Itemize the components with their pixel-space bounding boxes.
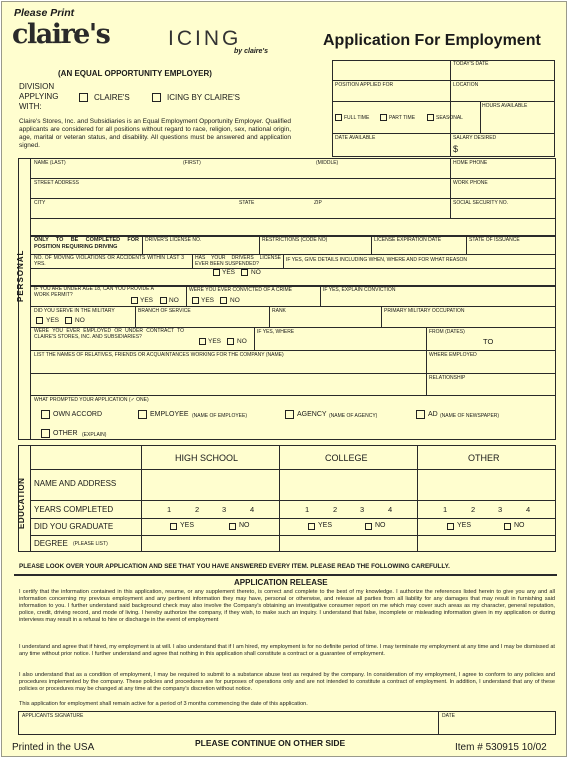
claires-division-checkbox[interactable]: [79, 93, 88, 102]
to-label: TO: [483, 337, 494, 346]
street-address-field[interactable]: [32, 187, 448, 197]
degree-note: (PLEASE LIST): [73, 541, 108, 547]
employment-dates-field[interactable]: [429, 336, 554, 349]
home-phone-field[interactable]: [452, 167, 552, 177]
convicted-yes-label: YES: [201, 297, 215, 304]
restrictions-field[interactable]: [261, 244, 369, 253]
icing-division-checkbox[interactable]: [152, 93, 161, 102]
signature-date-field[interactable]: [440, 719, 554, 733]
state-label: STATE: [239, 200, 255, 206]
other-year-2[interactable]: 2: [471, 505, 476, 514]
explain-conviction-field[interactable]: [322, 293, 554, 305]
if-yes-where-field[interactable]: [256, 336, 424, 349]
hs-year-4[interactable]: 4: [250, 505, 255, 514]
work-phone-label: WORK PHONE: [453, 180, 488, 186]
state-of-issuance-field[interactable]: [468, 244, 554, 253]
high-school-name-field[interactable]: [143, 471, 277, 499]
name-address-label: NAME AND ADDRESS: [34, 479, 117, 488]
personal-section-label: PERSONAL: [16, 249, 25, 302]
icing-by-claires: by claire's: [234, 48, 268, 55]
work-permit-no-label: NO: [169, 297, 179, 304]
other-checkbox[interactable]: [41, 429, 50, 438]
suspended-details-field[interactable]: [285, 264, 554, 278]
claires-logo: claire's: [12, 19, 110, 50]
name-field[interactable]: [32, 167, 448, 177]
ever-employed-label: WERE YOU EVER EMPLOYED OR UNDER CONTRACT TO CLAIRE'S STORES, INC. AND SUBSIDIARIES?: [34, 328, 184, 340]
suspended-yes-checkbox[interactable]: [213, 269, 220, 276]
division-label: DIVISION: [19, 82, 55, 91]
employee-checkbox[interactable]: [138, 410, 147, 419]
position-applied-label: POSITION APPLIED FOR: [335, 82, 394, 88]
home-phone-label: HOME PHONE: [453, 160, 488, 166]
did-graduate-label: DID YOU GRADUATE: [34, 522, 114, 531]
other-graduate-yes-checkbox[interactable]: [447, 523, 454, 530]
location-field[interactable]: [452, 88, 552, 100]
prompted-label: WHAT PROMPTED YOUR APPLICATION (✓ ONE): [34, 397, 149, 403]
look-over-notice: PLEASE LOOK OVER YOUR APPLICATION AND SEE THAT YOU HAVE ANSWERED EVERY ITEM. PLEASE READ THE FOLLOWING CAREFULLY.: [19, 563, 450, 570]
equal-opportunity-label: (AN EQUAL OPPORTUNITY EMPLOYER): [58, 69, 212, 78]
zip-label: ZIP: [314, 200, 322, 206]
work-phone-field[interactable]: [452, 187, 552, 197]
ad-note: (NAME OF NEWSPAPER): [440, 413, 500, 419]
college-graduate-yes-checkbox[interactable]: [308, 523, 315, 530]
college-header: COLLEGE: [325, 453, 368, 463]
relatives-label: LIST THE NAMES OF RELATIVES, FRIENDS OR ACQUAINTANCES WORKING FOR THE COMPANY (NAME): [34, 352, 284, 358]
driving-only-label: ONLY TO BE COMPLETED FOR POSITION REQUIRING DRIVING: [34, 237, 139, 250]
part-time-checkbox[interactable]: [380, 114, 387, 121]
where-employed-field[interactable]: [428, 359, 554, 372]
college-graduate-yes-label: YES: [318, 522, 333, 529]
hs-graduate-no-checkbox[interactable]: [229, 523, 236, 530]
name-first-label: (FIRST): [183, 160, 201, 166]
primary-occupation-label: PRIMARY MILITARY OCCUPATION: [384, 308, 465, 314]
release-paragraph-1: I certify that the information contained in this application, resume, or any supplement thereto, is correct and complete to the best of my knowledge. I authorize the references listed herein to give you any and all information concerning my previous employment and any pertinent information they may have, personal or otherwise, and release all parties from all liability for any damages that may result in furnishing said information to you. I further understand said background check may also involve the Company's obtaining an investigative consumer report on me which may cover such areas as my character, general reputation, police, credit, driving record, and mode of living. I hereby authorize the company, if they wish, to make such an inquiry. I understand that false, incomplete or misleading information given in my application or during interviews may result in a refusal to hire or discharge in the event of employment: [19, 589, 555, 623]
under-18-label: IF YOU ARE UNDER AGE 18, CAN YOU PROVIDE A WORK PERMIT?: [34, 286, 154, 298]
name-middle-label: (MIDDLE): [316, 160, 339, 166]
please-print-label: Please Print: [14, 7, 75, 19]
college-graduate-no-label: NO: [375, 522, 386, 529]
hs-year-3[interactable]: 3: [222, 505, 227, 514]
street-address-label: STREET ADDRESS: [34, 180, 79, 186]
employee-note: (NAME OF EMPLOYEE): [192, 413, 248, 419]
work-permit-yes-checkbox[interactable]: [131, 297, 138, 304]
hs-degree-field[interactable]: [143, 537, 277, 550]
rank-label: RANK: [272, 308, 286, 314]
college-name-field[interactable]: [281, 471, 415, 499]
todays-date-field[interactable]: [452, 68, 552, 79]
release-paragraph-3: I also understand that as a condition of employment, I may be required to submit to a substance abuse test as required by the company. In consideration of my employment, I agree to conform to any policies and procedures implemented by the company. These policies and procedures are for purposes of operations only and are not intended to constitute a contract of employment. In addition, I understand that any of these policies or procedures may be changed at any time at the company's discretion without notice.: [19, 672, 555, 692]
military-no-checkbox[interactable]: [65, 317, 72, 324]
agency-checkbox[interactable]: [285, 410, 294, 419]
signature-label: APPLICANTS SIGNATURE: [22, 713, 84, 719]
if-yes-where-label: IF YES, WHERE: [257, 329, 295, 335]
rank-field[interactable]: [271, 315, 379, 326]
signature-date-label: DATE: [442, 713, 455, 719]
relationship-label: RELATIONSHIP: [429, 375, 466, 381]
license-expiration-label: LICENSE EXPIRATION DATE: [374, 237, 442, 243]
release-title: APPLICATION RELEASE: [234, 578, 328, 587]
primary-occupation-field[interactable]: [383, 315, 554, 326]
convicted-no-label: NO: [230, 297, 240, 304]
hs-year-2[interactable]: 2: [195, 505, 200, 514]
other-year-1[interactable]: 1: [443, 505, 448, 514]
branch-field[interactable]: [137, 315, 267, 326]
education-section-label: EDUCATION: [17, 477, 26, 529]
drivers-license-label: DRIVER'S LICENSE NO.: [145, 237, 202, 243]
dollar-sign: $: [453, 144, 459, 154]
other-degree-field[interactable]: [419, 537, 554, 550]
ever-employed-yes-label: YES: [208, 338, 222, 345]
hours-available-field[interactable]: [482, 110, 552, 131]
own-accord-label: OWN ACCORD: [53, 411, 102, 418]
hours-available-label: HOURS AVAILABLE: [482, 103, 528, 109]
other-graduate-yes-label: YES: [457, 522, 472, 529]
applying-label: APPLYING: [19, 92, 59, 101]
application-form: [1, 1, 567, 757]
ssn-field[interactable]: [452, 207, 552, 217]
suspended-details-label: IF YES, GIVE DETAILS INCLUDING WHEN, WHERE AND FOR WHAT REASON: [286, 257, 468, 263]
ever-employed-no-label: NO: [237, 338, 247, 345]
with-label: WITH:: [19, 102, 42, 111]
location-label: LOCATION: [453, 82, 479, 88]
college-year-1[interactable]: 1: [305, 505, 310, 514]
agency-label: AGENCY: [297, 411, 327, 418]
restrictions-label: RESTRICTIONS (CODE NO): [262, 237, 328, 243]
where-employed-label: WHERE EMPLOYED: [429, 352, 477, 358]
other-school-name-field[interactable]: [419, 471, 554, 499]
suspended-yes-label: YES: [222, 269, 236, 276]
todays-date-label: TODAY'S DATE: [453, 61, 489, 67]
seasonal-checkbox[interactable]: [427, 114, 434, 121]
ever-employed-yes-checkbox[interactable]: [199, 338, 206, 345]
full-time-checkbox[interactable]: [335, 114, 342, 121]
icing-logo: ICING: [168, 27, 242, 50]
other-graduate-no-checkbox[interactable]: [504, 523, 511, 530]
full-time-label: FULL TIME: [344, 115, 370, 121]
suspended-label: HAS YOUR DRIVERS LICENSE EVER BEEN SUSPENDED?: [195, 255, 281, 267]
state-of-issuance-label: STATE OF ISSUANCE: [469, 237, 520, 243]
college-year-3[interactable]: 3: [360, 505, 365, 514]
military-label: DID YOU SERVE IN THE MILITARY: [34, 308, 115, 314]
other-year-4[interactable]: 4: [526, 505, 531, 514]
part-time-label: PART TIME: [389, 115, 416, 121]
high-school-header: HIGH SCHOOL: [175, 453, 239, 463]
other-note: (EXPLAIN): [82, 432, 107, 438]
city-state-zip-field[interactable]: [32, 207, 448, 217]
military-yes-label: YES: [46, 317, 60, 324]
college-year-2[interactable]: 2: [333, 505, 338, 514]
military-yes-checkbox[interactable]: [36, 317, 43, 324]
date-available-label: DATE AVAILABLE: [335, 135, 376, 141]
ever-employed-no-checkbox[interactable]: [227, 338, 234, 345]
branch-label: BRANCH OF SERVICE: [138, 308, 191, 314]
eeo-statement: Claire's Stores, Inc. and Subsidiaries is an Equal Employment Opportunity Employer. Qualified applicants are considered for all positions without regard to race, religion, sex, national origin, age, marital or veteran status, and disability. All questions must be answered and application signed.: [19, 118, 291, 149]
name-last-label: NAME (LAST): [34, 160, 66, 166]
explain-conviction-label: IF YES, EXPLAIN CONVICTION: [323, 287, 396, 293]
convicted-yes-checkbox[interactable]: [192, 297, 199, 304]
position-applied-field[interactable]: [334, 88, 448, 100]
release-paragraph-2: I understand and agree that if hired, my employment is at will. I also understand that if I am hired, my employment is for no definite period of time. I may terminate my employment at any time and I may be dismissed at any time without prior notice. I further understand and agree that nothing in this application shall constitute a contract or a guarantee of employment.: [19, 644, 555, 657]
hs-graduate-yes-label: YES: [180, 522, 195, 529]
college-graduate-no-checkbox[interactable]: [365, 523, 372, 530]
other-label: OTHER: [53, 430, 78, 437]
continue-notice: PLEASE CONTINUE ON OTHER SIDE: [195, 738, 346, 748]
other-explain-field[interactable]: [112, 428, 552, 438]
icing-division-label: ICING BY CLAIRE'S: [167, 93, 240, 102]
other-graduate-no-label: NO: [514, 522, 525, 529]
suspended-no-label: NO: [251, 269, 261, 276]
ad-label: AD: [428, 411, 438, 418]
work-permit-yes-label: YES: [140, 297, 154, 304]
release-paragraph-4: This application for employment shall remain active for a period of 3 months commencing the date of this application.: [19, 701, 308, 707]
college-degree-field[interactable]: [281, 537, 415, 550]
relationship-field[interactable]: [428, 382, 554, 394]
work-permit-no-checkbox[interactable]: [160, 297, 167, 304]
printed-in-usa: Printed in the USA: [12, 742, 95, 753]
form-title: Application For Employment: [323, 32, 541, 49]
seasonal-label: SEASONAL: [436, 115, 463, 121]
suspended-no-checkbox[interactable]: [241, 269, 248, 276]
from-dates-label: FROM (DATES): [429, 329, 465, 335]
own-accord-checkbox[interactable]: [41, 410, 50, 419]
hs-year-1[interactable]: 1: [167, 505, 172, 514]
relatives-field[interactable]: [32, 359, 424, 394]
other-school-header: OTHER: [468, 453, 500, 463]
military-no-label: NO: [75, 317, 85, 324]
item-number: Item # 530915 10/02: [455, 742, 547, 753]
employee-label: EMPLOYEE: [150, 411, 189, 418]
convicted-label: WERE YOU EVER CONVICTED OF A CRIME: [189, 287, 292, 293]
convicted-no-checkbox[interactable]: [220, 297, 227, 304]
agency-note: (NAME OF AGENCY): [329, 413, 378, 419]
ssn-label: SOCIAL SECURITY NO.: [453, 200, 509, 206]
city-label: CITY: [34, 200, 46, 206]
years-completed-label: YEARS COMPLETED: [34, 505, 114, 514]
salary-desired-label: SALARY DESIRED: [453, 135, 497, 141]
license-expiration-field[interactable]: [373, 244, 464, 253]
degree-label: DEGREE: [34, 539, 68, 548]
drivers-license-field[interactable]: [144, 244, 257, 253]
college-year-4[interactable]: 4: [388, 505, 393, 514]
ad-checkbox[interactable]: [416, 410, 425, 419]
hs-graduate-no-label: NO: [239, 522, 250, 529]
date-available-field[interactable]: [334, 142, 448, 155]
violations-label: NO. OF MOVING VIOLATIONS OR ACCIDENTS WITHIN LAST 3 YRS.: [34, 255, 184, 267]
hs-graduate-yes-checkbox[interactable]: [170, 523, 177, 530]
other-year-3[interactable]: 3: [498, 505, 503, 514]
salary-desired-field[interactable]: [462, 142, 552, 155]
claires-division-label: CLAIRE'S: [94, 93, 130, 102]
signature-field[interactable]: [20, 719, 436, 733]
